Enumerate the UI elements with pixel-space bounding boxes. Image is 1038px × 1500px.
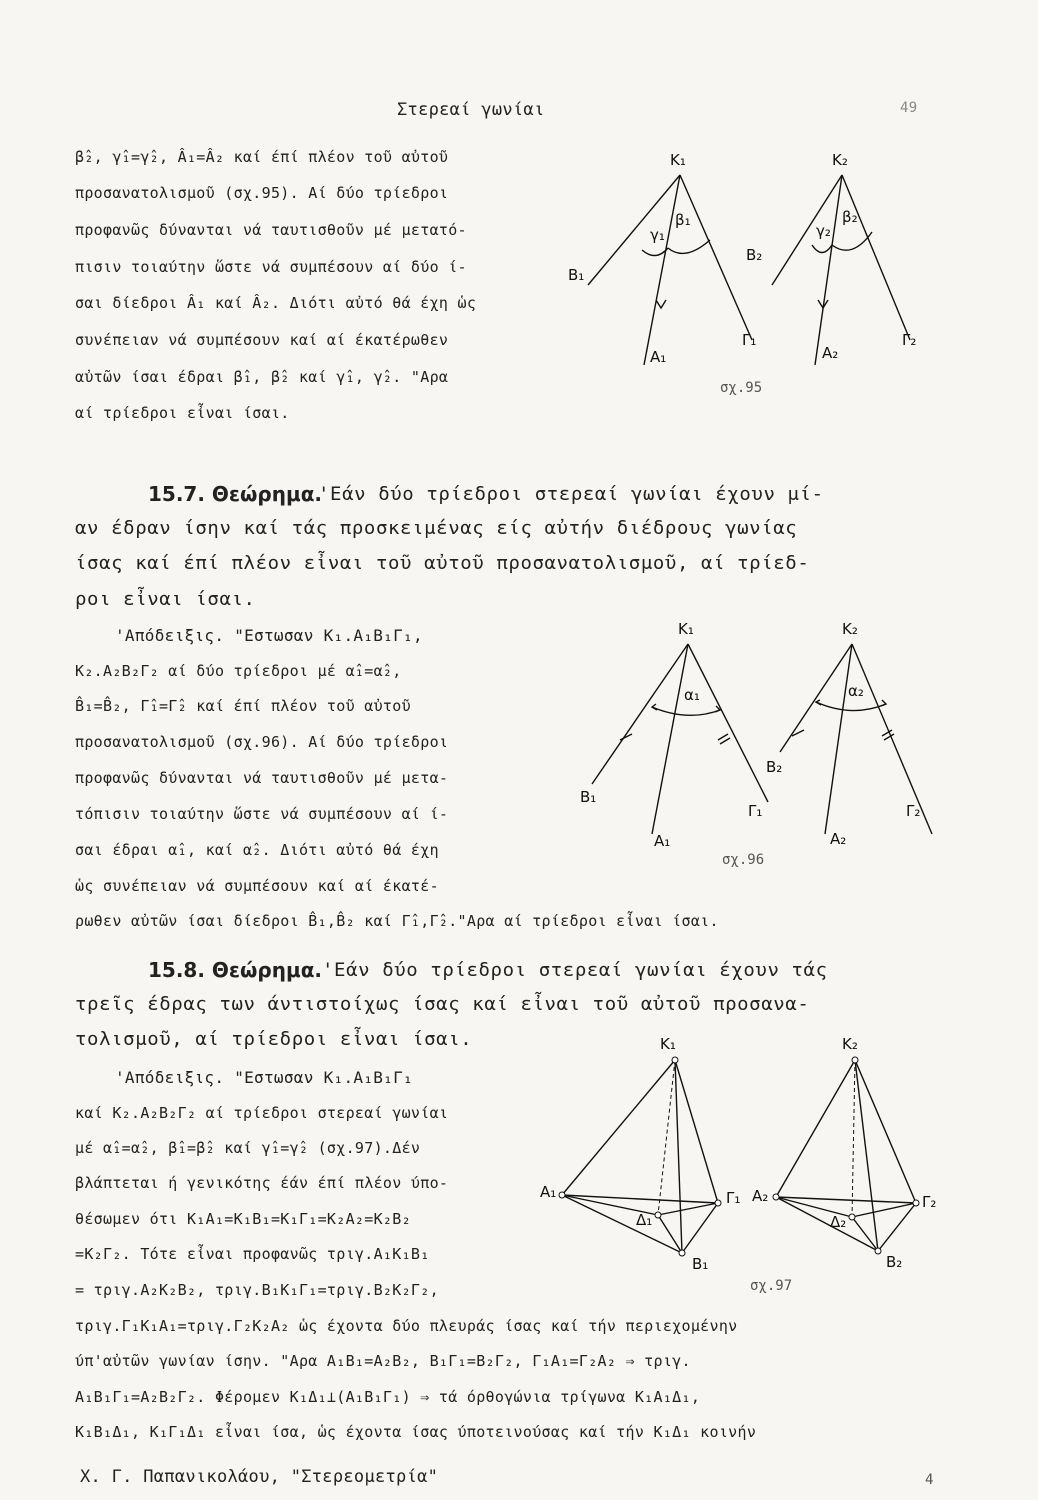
label-a1: A₁ [540, 1183, 557, 1201]
label-a2: A₂ [830, 830, 847, 848]
altitude-line [658, 1060, 675, 1215]
figure-97 [540, 1035, 960, 1305]
proof-line: βλάπτεται ή γενικότης έάν έπί πλέον ύπο- [75, 1174, 449, 1192]
edge-line [588, 175, 680, 285]
edge-line [772, 175, 842, 285]
proof-line: 'Απόδειξις. "Εστωσαν K₁.A₁B₁Γ₁ [115, 1068, 413, 1087]
base-edge [776, 1197, 878, 1251]
proof-line: θέσωμεν ότι K₁A₁=K₁B₁=K₁Γ₁=K₂A₂=K₂B₂ [75, 1210, 411, 1228]
proof-line: ύπ'αὐτῶν γωνίαν ίσην. "Αρα A₁B₁=A₂B₂, B₁Γ₁=B₂Γ₂, Γ₁A₁=Γ₂A₂ ⇒ τριγ. [75, 1352, 691, 1370]
theorem-heading: 15.7. Θεώρημα. [148, 482, 323, 506]
label-alpha2: α₂ [848, 682, 864, 700]
label-a2: A₂ [752, 1187, 769, 1205]
label-b2: B₂ [886, 1253, 903, 1271]
label-k1: K₁ [670, 151, 686, 169]
label-k2: K₂ [842, 620, 858, 638]
edge-line [815, 175, 842, 365]
angle-arc [668, 240, 710, 253]
angle-arc [642, 248, 668, 256]
text-line: αί τρίεδροι εἶναι ίσαι. [75, 404, 290, 422]
label-a2: A₂ [822, 344, 839, 362]
edge-line [644, 175, 680, 365]
label-g2: Γ₂ [922, 1193, 937, 1211]
running-title: Στερεαί γωνίαι [397, 100, 545, 120]
label-b1: B₁ [568, 266, 585, 284]
angle-arc [652, 707, 720, 715]
proof-line: 'Απόδειξις. "Εστωσαν K₁.A₁B₁Γ₁, [115, 626, 423, 645]
proof-line: προφανῶς δύνανται νά ταυτισθοῦν μέ μετα- [75, 769, 449, 787]
proof-line: τριγ.Γ₁K₁A₁=τριγ.Γ₂K₂A₂ ὡς έχοντα δύο πλευράς ίσας καί τήν περιεχομένην [75, 1317, 738, 1335]
proof-line: σαι έδραι α̂₁, καί α̂₂. Διότι αὐτό θά έχη [75, 841, 439, 859]
text-line: τολισμοῦ, αί τρίεδροι εἶναι ίσαι. [75, 1028, 473, 1050]
proof-line: =K₂Γ₂. Τότε εἶναι προφανῶς τριγ.A₁K₁B₁ [75, 1245, 430, 1263]
text-line: σαι δίεδροι Â₁ καί Â₂. Διότι αὐτό θά έχη ὡς [75, 294, 477, 312]
label-gamma1: γ₁ [650, 226, 665, 244]
figure-caption: σχ.95 [720, 380, 763, 396]
vertex-dot [913, 1200, 919, 1206]
proof-line: καί K₂.A₂B₂Γ₂ αί τρίεδροι στερεαί γωνίαι [75, 1104, 449, 1122]
proof-line: τόπισιν τοιαύτην ὥστε νά συμπέσουν αί ί- [75, 805, 449, 823]
angle-arc [812, 245, 832, 253]
text-line: συνέπειαν νά συμπέσουν καί αί έκατέρωθεν [75, 331, 449, 349]
label-d1: Δ₁ [636, 1211, 653, 1229]
label-b2: B₂ [746, 246, 763, 264]
text-line: 'Εάν δύο τρίεδροι στερεαί γωνίαι έχουν μί- [318, 483, 824, 505]
label-beta1: β₁ [675, 211, 691, 229]
edge-line [780, 644, 852, 752]
tick-mark [718, 734, 730, 744]
footer-citation: Χ. Γ. Παπανικολάου, "Στερεομετρία" [80, 1467, 439, 1487]
label-g1: Γ₁ [748, 802, 763, 820]
text-line: αὐτῶν ίσαι έδραι β̂₁, β̂₂ καί γ̂₁, γ̂₂. "Αρα [75, 368, 449, 386]
page-number: 49 [900, 100, 918, 116]
foot-segment [658, 1203, 718, 1215]
text-line: προσανατολισμοῦ (σχ.95). Αί δύο τρίεδροι [75, 184, 449, 202]
label-g2: Γ₂ [902, 331, 917, 349]
text-line: ίσας καί έπί πλέον εἶναι τοῦ αὐτοῦ προσανατολισμοῦ, αί τρίεδ- [75, 552, 810, 574]
proof-line: προσανατολισμοῦ (σχ.96). Αί δύο τρίεδροι [75, 733, 449, 751]
figure-95 [560, 140, 960, 430]
proof-line: μέ α̂₁=α̂₂, β̂₁=β̂₂ καί γ̂₁=γ̂₂ (σχ.97).Δέν [75, 1139, 421, 1157]
edge-line [688, 644, 768, 802]
label-b1: B₁ [692, 1255, 709, 1273]
label-g1: Γ₁ [726, 1189, 741, 1207]
edge-line [776, 1060, 855, 1197]
vertex-dot [875, 1248, 881, 1254]
proof-line: ρωθεν αὐτῶν ίσαι δίεδροι B̂₁,B̂₂ καί Γ̂₁,Γ̂₂."Αρα αί τρίεδροι εἶναι ίσαι. [75, 912, 719, 930]
proof-line: ὡς συνέπειαν νά συμπέσουν καί αί έκατέ- [75, 877, 439, 895]
label-d2: Δ₂ [830, 1213, 847, 1231]
text-line: αν έδραν ίσην καί τάς προσκειμένας είς αὐτήν διέδρους γωνίας [75, 517, 798, 539]
label-alpha1: α₁ [684, 686, 700, 704]
edge-line [680, 175, 752, 340]
label-g1: Γ₁ [742, 331, 757, 349]
sheet-number: 4 [925, 1472, 934, 1488]
text-line: πισιν τοιαύτην ὥστε νά συμπέσουν αί δύο ί- [75, 258, 467, 276]
label-k1: K₁ [660, 1035, 676, 1053]
label-k2: K₂ [842, 1035, 858, 1053]
proof-line: K₁B₁Δ₁, K₁Γ₁Δ₁ εἶναι ίσα, ὡς έχοντα ίσας ύποτεινούσας καί τήν K₁Δ₁ κοινήν [75, 1423, 757, 1441]
figure-96 [570, 612, 970, 882]
altitude-line [852, 1060, 855, 1217]
vertex-dot [559, 1192, 565, 1198]
edge-line [825, 644, 852, 834]
base-edge [562, 1195, 718, 1203]
proof-line: A₁B₁Γ₁=A₂B₂Γ₂. Φέρομεν K₁Δ₁⊥(A₁B₁Γ₁) ⇒ τά όρθογώνια τρίγωνα K₁A₁Δ₁, [75, 1388, 701, 1406]
vertex-dot [849, 1214, 855, 1220]
arrow-mark [656, 300, 666, 308]
vertex-dot [773, 1194, 779, 1200]
label-beta2: β₂ [842, 208, 858, 226]
text-line: τρεῖς έδρας των άντιστοίχως ίσας καί εἶναι τοῦ αὐτοῦ προσανα- [75, 993, 810, 1015]
edge-line [562, 1060, 675, 1195]
text-line: β̂₂, γ̂₁=γ̂₂, Â₁=Â₂ καί έπί πλέον τοῦ αὐτοῦ [75, 148, 449, 166]
label-k1: K₁ [678, 620, 694, 638]
proof-line: B̂₁=B̂₂, Γ̂₁=Γ̂₂ καί έπί πλέον τοῦ αὐτοῦ [75, 697, 411, 715]
label-b1: B₁ [580, 788, 597, 806]
label-a1: A₁ [654, 832, 671, 850]
theorem-heading: 15.8. Θεώρημα. [148, 958, 323, 982]
vertex-dot [672, 1057, 678, 1063]
arrow-mark [881, 700, 886, 706]
edge-line [675, 1060, 682, 1253]
label-a1: A₁ [650, 348, 667, 366]
arrow-mark [652, 704, 657, 710]
label-gamma2: γ₂ [816, 222, 831, 240]
figure-caption: σχ.96 [722, 852, 765, 868]
proof-line: K₂.A₂B₂Γ₂ αί δύο τρίεδροι μέ α̂₁=α̂₂, [75, 662, 402, 680]
label-k2: K₂ [832, 151, 848, 169]
edge-line [652, 644, 688, 834]
vertex-dot [852, 1057, 858, 1063]
vertex-dot [715, 1200, 721, 1206]
label-g2: Γ₂ [906, 802, 921, 820]
text-line: προφανῶς δύνανται νά ταυτισθοῦν μέ μετατό- [75, 221, 467, 239]
vertex-dot [679, 1250, 685, 1256]
vertex-dot [655, 1212, 661, 1218]
figure-caption: σχ.97 [750, 1278, 793, 1294]
proof-line: = τριγ.A₂K₂B₂, τριγ.B₁K₁Γ₁=τριγ.B₂K₂Γ₂, [75, 1281, 439, 1299]
text-line: ροι εἶναι ίσαι. [75, 588, 256, 610]
edge-line [675, 1060, 718, 1203]
angle-arc [816, 702, 886, 711]
edge-line [842, 175, 910, 340]
text-line: 'Εάν δύο τρίεδροι στερεαί γωνίαι έχουν τάς [322, 959, 828, 981]
base-edge [682, 1203, 718, 1253]
label-b2: B₂ [766, 758, 783, 776]
